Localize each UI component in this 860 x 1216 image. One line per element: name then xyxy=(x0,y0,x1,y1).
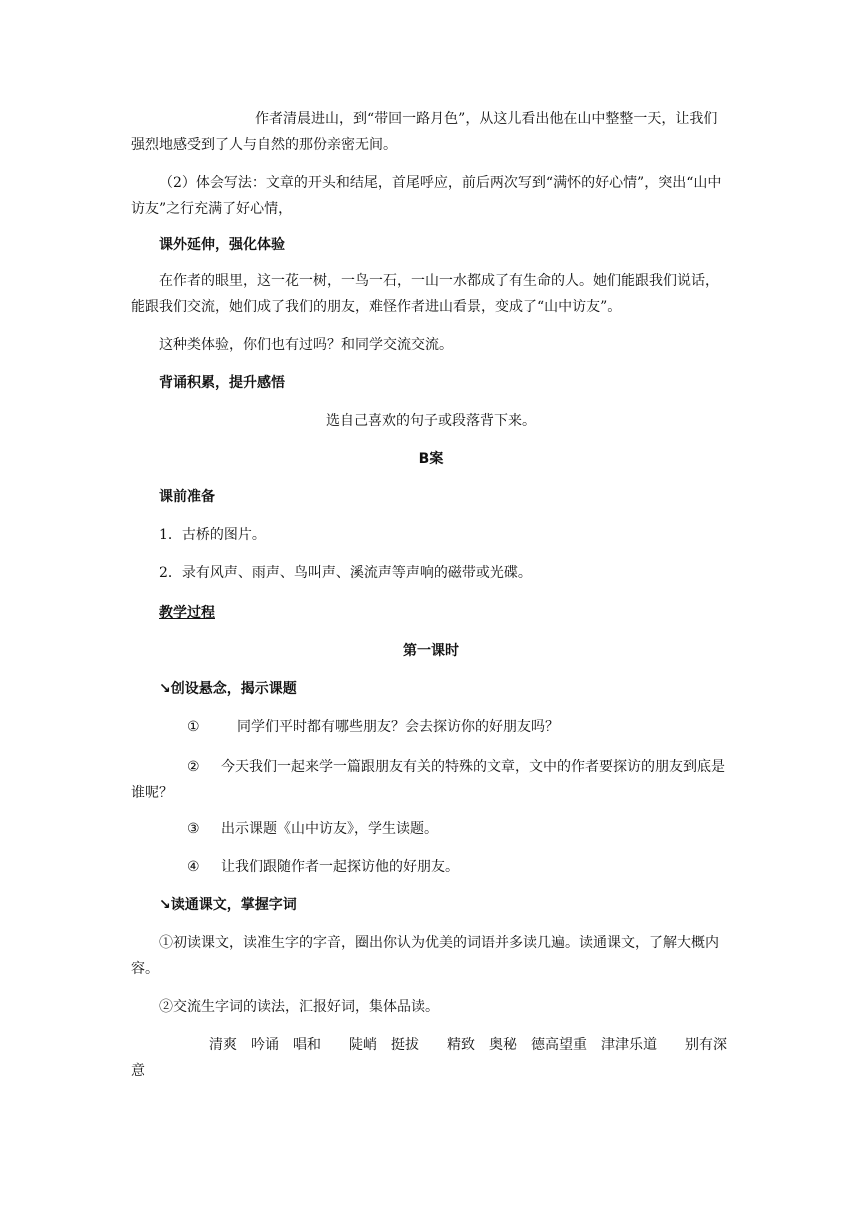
step-1-marker: ① xyxy=(187,719,200,735)
step-4-marker: ④ xyxy=(187,859,200,875)
heading-lesson-1: 第一课时 xyxy=(403,643,459,659)
para-3: 在作者的眼里，这一花一树，一鸟一石，一山一水都成了有生命的人。她们能跟我们说话，能跟我们交流，她们成了我们的朋友，难怪作者进山看景，变成了“山中访友”。 xyxy=(131,273,719,315)
heading-suspense: ↘创设悬念，揭示课题 xyxy=(159,681,297,697)
heading-recite: 背诵积累，提升感悟 xyxy=(159,375,285,391)
heading-b-plan: B案 xyxy=(418,451,444,467)
heading-process xyxy=(131,600,731,626)
para-4: 这种类体验，你们也有过吗？和同学交流交流。 xyxy=(159,337,453,353)
vocab-words xyxy=(131,1032,731,1084)
step-2-text: 今天我们一起来学一篇跟朋友有关的特殊的文章，文中的作者要探访的朋友到底是谁呢？ xyxy=(131,759,725,801)
heading-read: ↘读通课文，掌握字词 xyxy=(159,897,297,913)
para-6: ①初读课文，读准生字的字音，圈出你认为优美的词语并多读几遍。读通课文，了解大概内容。 xyxy=(131,935,719,977)
heading-extend: 课外延伸，强化体验 xyxy=(159,237,285,253)
para-2: （2）体会写法：文章的开头和结尾，首尾呼应，前后两次写到“满怀的好心情”，突出“山中访友”之行充满了好心情， xyxy=(131,175,722,217)
para-1-text: 作者清晨进山，到“带回一路月色”，从这儿看出他在山中整整一天，让我们强烈地感受到了人与自然的那份亲密无间。 xyxy=(131,111,718,153)
list-item-1: 1．古桥的图片。 xyxy=(159,527,266,543)
para-5: 选自己喜欢的句子或段落背下来。 xyxy=(326,413,536,429)
step-1 xyxy=(131,714,731,740)
heading-process-text: 教学过程 xyxy=(159,605,215,621)
list-item-2: 2．录有风声、雨声、鸟叫声、溪流声等声响的磁带或光碟。 xyxy=(159,565,532,581)
para-1 xyxy=(131,106,731,158)
step-4 xyxy=(131,854,731,880)
step-3 xyxy=(131,816,731,842)
step-3-marker: ③ xyxy=(187,821,200,837)
step-2 xyxy=(131,754,731,806)
step-4-text: 让我们跟随作者一起探访他的好朋友。 xyxy=(221,859,459,875)
step-2-marker: ② xyxy=(187,759,200,775)
step-3-text: 出示课题《山中访友》，学生读题。 xyxy=(221,821,438,837)
vocab-line: 清爽 吟诵 唱和 陡峭 挺拔 精致 奥秘 德高望重 津津乐道 别有深意 xyxy=(131,1037,727,1079)
heading-prep: 课前准备 xyxy=(159,489,215,505)
para-7: ②交流生字词的读法，汇报好词，集体品读。 xyxy=(159,999,439,1015)
step-1-text: 同学们平时都有哪些朋友？会去探访你的好朋友吗？ xyxy=(237,719,559,735)
